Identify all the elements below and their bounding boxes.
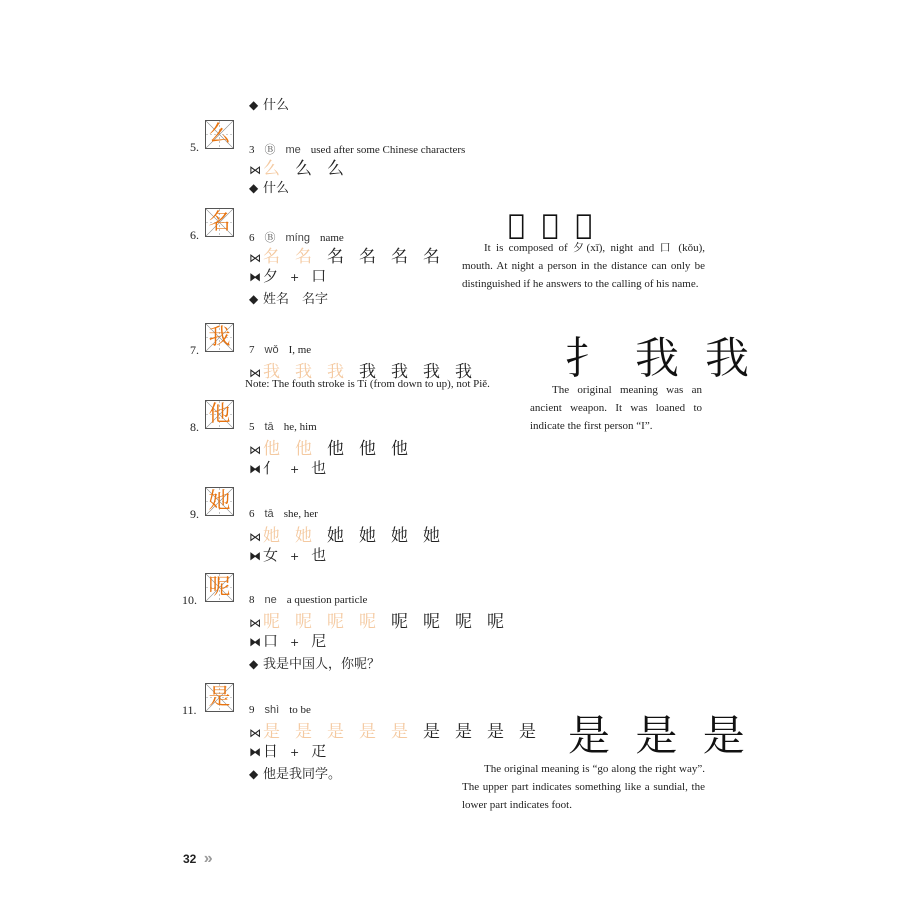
stroke-note: Note: The fouth stroke is Tí (from down to up), not Piě. [245, 378, 490, 390]
meaning: I, me [288, 344, 312, 356]
etymology-shi: The original meaning is “go along the right way”. The upper part indicates something like a sundial, the lower part indicates foot. [462, 763, 705, 811]
stroke-step: 我 [391, 362, 408, 382]
stroke-step: 名 [391, 247, 408, 267]
stroke-step: 我 [455, 362, 472, 382]
character-box [205, 683, 234, 712]
component: 口 [263, 632, 279, 650]
plus-sign: + [290, 550, 300, 563]
components [249, 740, 326, 761]
page-footer [183, 850, 213, 868]
stroke-step: 我 [263, 362, 280, 382]
entry-info [249, 344, 321, 356]
stroke-count: 9 [249, 704, 255, 716]
pinyin: wǒ [264, 344, 279, 356]
character: 呢 [208, 575, 231, 600]
stroke-step: 她 [295, 526, 312, 546]
components-icon: ⧓ [249, 745, 261, 759]
page-number: 32 [183, 852, 197, 866]
entry-info [249, 508, 328, 520]
stroke-step: 她 [423, 526, 440, 546]
diamond-bullet-icon: ◆ [249, 181, 259, 195]
pinyin: tā [264, 508, 274, 520]
example-line [249, 763, 341, 782]
stroke-count: 5 [249, 421, 255, 433]
example-line [249, 177, 289, 196]
entry-info [249, 594, 377, 606]
next-arrow-icon: » [203, 850, 213, 867]
stroke-order-icon: ⋈ [249, 163, 261, 177]
stroke-count: 8 [249, 594, 255, 606]
entry-number: 7. [190, 343, 199, 357]
components-icon: ⧓ [249, 270, 261, 284]
components [249, 544, 326, 565]
component: 也 [311, 546, 327, 564]
diamond-bullet-icon: ◆ [249, 292, 259, 306]
components [249, 630, 326, 651]
meaning: she, her [283, 508, 318, 520]
component: 也 [311, 459, 327, 477]
ancient-glyphs-wo: 扌 我 我 [565, 333, 755, 384]
pinyin: shì [264, 704, 280, 716]
character: 他 [208, 402, 231, 427]
entry-info [249, 704, 321, 716]
stroke-step: 他 [295, 439, 312, 459]
stroke-step: 么 [263, 159, 280, 179]
character-box [205, 487, 234, 516]
stroke-order [249, 521, 455, 546]
example-line: ◆ 什么 [249, 98, 290, 113]
meaning: name [319, 232, 344, 244]
stroke-step: 名 [359, 247, 376, 267]
stroke-step: 呢 [391, 612, 408, 632]
stroke-step: 她 [391, 526, 408, 546]
stroke-step: 呢 [359, 612, 376, 632]
stroke-step: 是 [487, 722, 504, 742]
stroke-count: 6 [249, 508, 255, 520]
plus-sign: + [290, 746, 300, 759]
ancient-glyphs-ming: 𠮦 名 名 [508, 208, 597, 241]
entry-number: 10. [182, 593, 197, 607]
stroke-step: 是 [295, 722, 312, 742]
component: 尼 [311, 632, 327, 650]
meaning: used after some Chinese characters [310, 144, 466, 156]
stroke-step: 我 [423, 362, 440, 382]
example-line [249, 288, 328, 307]
stroke-step: 我 [359, 362, 376, 382]
stroke-step: 他 [327, 439, 344, 459]
stroke-order-icon: ⋈ [249, 616, 261, 630]
component: 日 [263, 742, 279, 760]
entry-number: 6. [190, 228, 199, 242]
component: 女 [263, 546, 279, 564]
character: 么 [208, 122, 231, 147]
stroke-step: 呢 [487, 612, 504, 632]
pinyin: míng [285, 232, 310, 244]
plus-sign: + [290, 271, 300, 284]
stroke-step: 她 [327, 526, 344, 546]
stroke-order [249, 154, 359, 179]
stroke-order-icon: ⋈ [249, 443, 261, 457]
stroke-step: 么 [295, 159, 312, 179]
character-box [205, 208, 234, 237]
stroke-step: 是 [519, 722, 536, 742]
entry-number: 9. [190, 507, 199, 521]
stroke-order-icon: ⋈ [249, 366, 261, 380]
diamond-bullet-icon: ◆ [249, 98, 259, 112]
character-box [205, 573, 234, 602]
stroke-step: 她 [359, 526, 376, 546]
stroke-step: 呢 [423, 612, 440, 632]
stroke-order [249, 607, 519, 632]
level-badge: Ⓑ [264, 232, 276, 244]
diamond-bullet-icon: ◆ [249, 767, 259, 781]
stroke-order-icon: ⋈ [249, 726, 261, 740]
component: 亻 [263, 459, 279, 477]
entry-number: 11. [182, 703, 197, 717]
stroke-step: 么 [327, 159, 344, 179]
stroke-order [249, 242, 455, 267]
stroke-step: 她 [263, 526, 280, 546]
character: 她 [208, 489, 231, 514]
diamond-bullet-icon: ◆ [249, 657, 259, 671]
character-box [205, 120, 234, 149]
character-box [205, 323, 234, 352]
stroke-step: 是 [391, 722, 408, 742]
stroke-order [249, 717, 551, 742]
meaning: he, him [283, 421, 317, 433]
example-text: 什么 [263, 181, 290, 196]
stroke-step: 我 [295, 362, 312, 382]
stroke-step: 是 [263, 722, 280, 742]
plus-sign: + [290, 463, 300, 476]
stroke-step: 呢 [455, 612, 472, 632]
components-icon: ⧓ [249, 635, 261, 649]
level-badge: Ⓑ [264, 144, 276, 156]
stroke-step: 名 [295, 247, 312, 267]
stroke-count: 3 [249, 144, 255, 156]
etymology-wo: The original meaning was an ancient weapon. It was loaned to indicate the first person “I”. [530, 384, 702, 432]
ancient-glyphs-shi: 是 是 是 [568, 711, 751, 760]
pinyin: ne [264, 594, 277, 606]
component: 口 [311, 267, 327, 285]
component: 疋 [311, 742, 327, 760]
stroke-order [249, 434, 423, 459]
example-text: 姓名 名字 [263, 292, 329, 307]
stroke-step: 我 [327, 362, 344, 382]
stroke-step: 是 [423, 722, 440, 742]
components-icon: ⧓ [249, 549, 261, 563]
components-icon: ⧓ [249, 462, 261, 476]
stroke-step: 他 [263, 439, 280, 459]
stroke-step: 名 [263, 247, 280, 267]
plus-sign: + [290, 636, 300, 649]
example-text: 他是我同学。 [263, 767, 342, 782]
components [249, 457, 326, 478]
components [249, 265, 326, 286]
stroke-order-icon: ⋈ [249, 530, 261, 544]
stroke-step: 呢 [327, 612, 344, 632]
pinyin: tā [264, 421, 274, 433]
meaning: a question particle [286, 594, 368, 606]
meaning: to be [289, 704, 311, 716]
character: 是 [208, 685, 231, 710]
example-line [249, 653, 380, 672]
stroke-step: 是 [359, 722, 376, 742]
entry-info [249, 421, 327, 433]
character-box [205, 400, 234, 429]
stroke-step: 名 [423, 247, 440, 267]
character: 我 [208, 325, 231, 350]
example-text: 我是中国人，你呢？ [263, 657, 381, 672]
stroke-step: 他 [391, 439, 408, 459]
stroke-step: 呢 [263, 612, 280, 632]
stroke-step: 名 [327, 247, 344, 267]
component: 夕 [263, 267, 279, 285]
stroke-count: 7 [249, 344, 255, 356]
etymology-ming: It is composed of 夕(xī), night and 口 (kǒu), mouth. At night a person in the distance can only be distinguished if he answers to the calling of his name. [462, 242, 705, 290]
pinyin: me [285, 144, 301, 156]
stroke-step: 是 [455, 722, 472, 742]
character: 名 [208, 210, 231, 235]
entry-number: 8. [190, 420, 199, 434]
entry-number: 5. [190, 140, 199, 154]
stroke-step: 是 [327, 722, 344, 742]
stroke-step: 呢 [295, 612, 312, 632]
stroke-order-icon: ⋈ [249, 251, 261, 265]
stroke-step: 他 [359, 439, 376, 459]
stroke-count: 6 [249, 232, 255, 244]
